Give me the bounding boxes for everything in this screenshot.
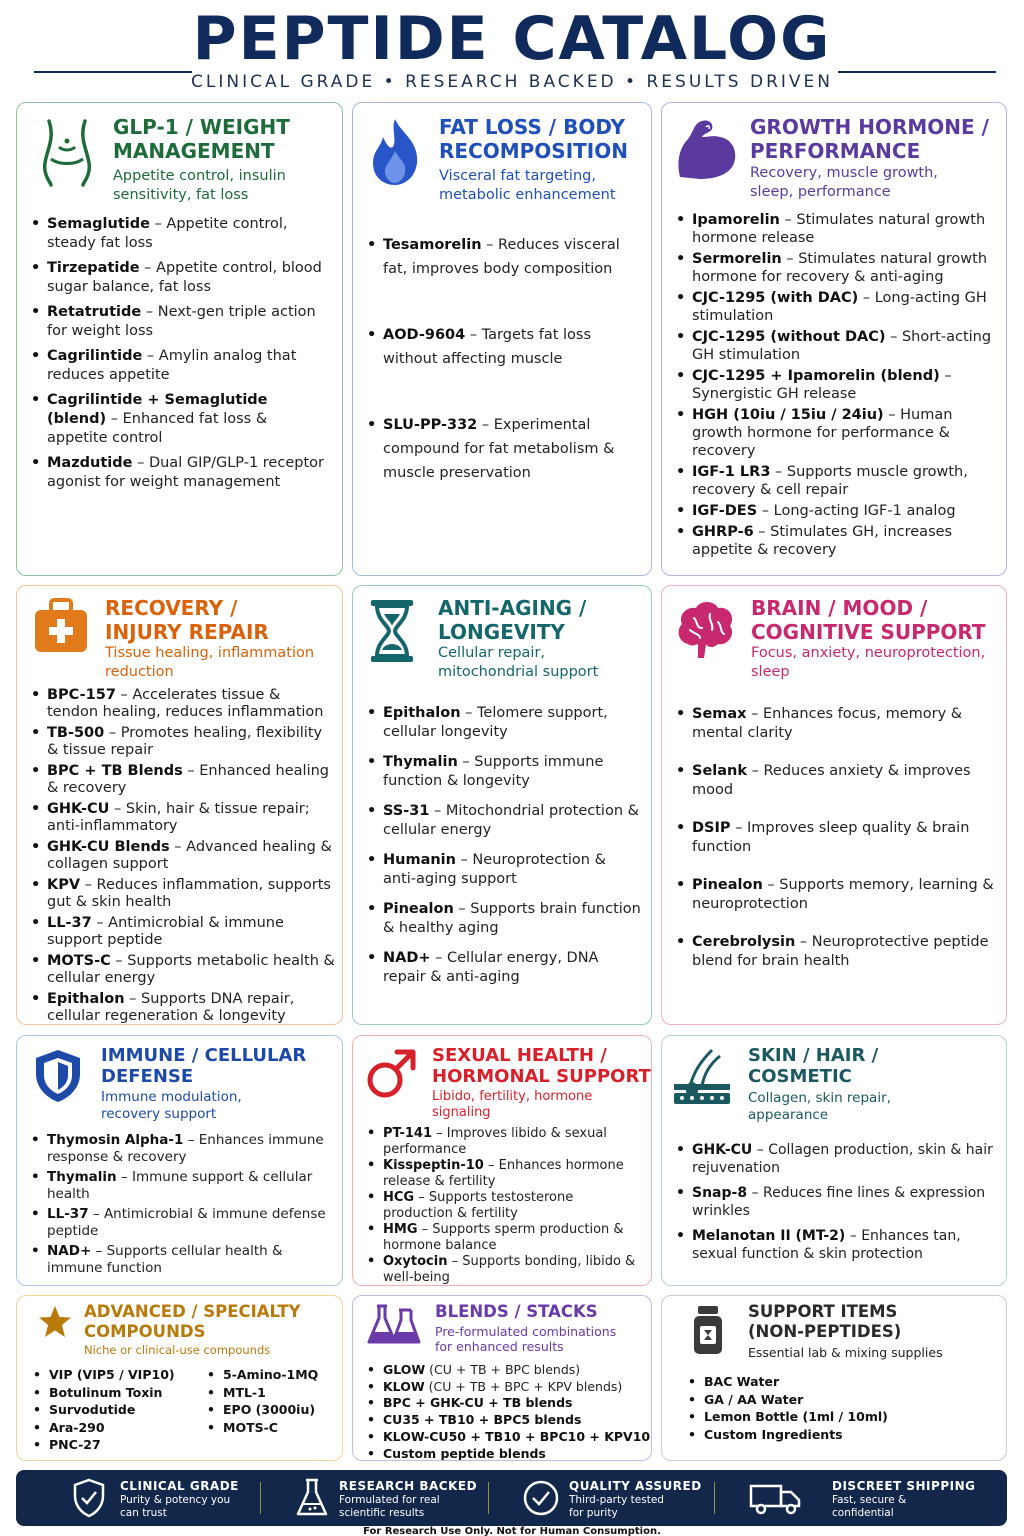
list-item	[676, 502, 1001, 520]
peptide-description: – Stimulates GH, increases appetite & recovery	[692, 524, 953, 558]
peptide-list	[676, 211, 1001, 559]
peptide-description: – Enhances tan, sexual function & skin protection	[692, 1228, 961, 1262]
card-subtitle: Tissue healing, inflammation reduction	[105, 645, 315, 680]
peptide-name: MOTS-C	[223, 1419, 278, 1435]
peptide-description: – Human growth hormone for performance & recovery	[692, 407, 953, 459]
list-item	[31, 1243, 336, 1276]
list-item	[676, 523, 1001, 559]
peptide-name: 5-Amino-1MQ	[223, 1367, 319, 1382]
disclaimer: For Research Use Only. Not for Human Consumption.	[363, 1526, 661, 1536]
category-card-growth-hormone	[661, 102, 1007, 576]
peptide-name: Cerebrolysin	[692, 934, 796, 950]
peptide-name: LL-37	[47, 1206, 89, 1222]
list-item	[31, 454, 331, 492]
peptide-list	[31, 687, 336, 1025]
list-item	[676, 250, 1001, 286]
list-item	[367, 704, 642, 742]
list-item	[31, 1206, 336, 1239]
category-card-brain	[661, 585, 1007, 1025]
list-item	[33, 1419, 193, 1437]
footer-desc: Formulated for real scientific results	[339, 1494, 440, 1519]
footer-item-research	[296, 1470, 496, 1526]
peptide-name: BPC + TB Blends	[47, 763, 183, 779]
peptide-name: Pinealon	[383, 901, 454, 917]
peptide-description: – Telomere support, cellular longevity	[383, 705, 608, 740]
peptide-description: – Supports brain function & healthy aging	[383, 901, 641, 936]
peptide-description: – Supports sperm production & hormone balance	[383, 1222, 624, 1253]
peptide-name: Selank	[692, 763, 747, 779]
list-item	[676, 463, 1001, 499]
list-item	[367, 233, 642, 281]
list-item	[676, 289, 1001, 325]
footer-title: QUALITY ASSURED	[569, 1479, 702, 1493]
male-symbol-icon	[363, 1046, 419, 1102]
list-item	[367, 851, 642, 889]
peptide-name: Ipamorelin	[692, 212, 780, 228]
peptide-description: – Stimulates natural growth hormone for recovery & anti-aging	[692, 251, 988, 285]
peptide-name: Retatrutide	[47, 304, 142, 320]
card-title: SEXUAL HEALTH / HORMONAL SUPPORT	[432, 1045, 651, 1087]
footer-title: DISCREET SHIPPING	[832, 1479, 976, 1493]
list-item	[676, 211, 1001, 247]
list-item	[688, 1392, 988, 1409]
list-item	[31, 303, 331, 341]
peptide-description: – Short-acting GH stimulation	[692, 329, 992, 363]
brain-icon	[674, 598, 736, 660]
peptide-name: EPO (3000iu)	[223, 1402, 316, 1417]
list-item	[367, 753, 642, 791]
list-item	[676, 876, 996, 914]
list-item	[367, 323, 642, 371]
card-title: ADVANCED / SPECIALTY COMPOUNDS	[84, 1302, 301, 1341]
list-item	[676, 328, 1001, 364]
peptide-description: – Long-acting IGF-1 analog	[757, 503, 956, 519]
list-item	[367, 949, 642, 987]
peptide-name: Cagrilintide + Semaglutide (blend)	[47, 392, 268, 427]
list-item	[367, 802, 642, 840]
category-card-immune	[16, 1035, 343, 1286]
waist-icon	[37, 119, 97, 187]
card-title: SKIN / HAIR / COSMETIC	[748, 1045, 879, 1087]
peptide-name: GHK-CU	[47, 801, 110, 817]
peptide-name: CJC-1295 (without DAC)	[692, 329, 886, 345]
list-item	[31, 801, 336, 835]
footer-divider	[488, 1482, 489, 1514]
card-title: SUPPORT ITEMS (NON-PEPTIDES)	[748, 1302, 902, 1341]
peptide-description: – Long-acting GH stimulation	[692, 290, 987, 324]
peptide-name: SLU-PP-332	[383, 417, 478, 433]
category-card-recovery	[16, 585, 343, 1025]
list-item	[31, 915, 336, 949]
peptide-name: PNC-27	[49, 1437, 101, 1452]
truck-icon	[749, 1482, 803, 1516]
list-item	[31, 347, 331, 385]
peptide-description: – Reduces anxiety & improves mood	[692, 763, 971, 798]
list-item	[688, 1427, 988, 1444]
flame-icon	[367, 117, 423, 187]
peptide-description: – Supports DNA repair, cellular regeneration & longevity	[47, 991, 295, 1024]
peptide-name: GA / AA Water	[704, 1391, 804, 1407]
list-item	[367, 1190, 647, 1221]
list-item	[207, 1384, 337, 1402]
peptide-name: Botulinum Toxin	[49, 1384, 163, 1400]
list-item	[31, 391, 331, 448]
peptide-name: CJC-1295 + Ipamorelin (blend)	[692, 368, 940, 384]
peptide-description: – Amylin analog that reduces appetite	[47, 348, 297, 383]
list-item	[676, 1184, 996, 1220]
peptide-name: VIP (VIP5 / VIP10)	[49, 1367, 175, 1382]
peptide-name: Ara-290	[49, 1419, 105, 1435]
list-item	[33, 1401, 193, 1419]
peptide-name: Humanin	[383, 852, 456, 868]
peptide-name: BPC + GHK-CU + TB blends	[383, 1395, 573, 1411]
peptide-name: Survodutide	[49, 1402, 136, 1417]
category-card-glp1	[16, 102, 343, 576]
peptide-name: Cagrilintide	[47, 348, 143, 364]
peptide-description: – Supports metabolic health & cellular energy	[47, 953, 335, 986]
list-item	[207, 1401, 337, 1419]
peptide-description: – Promotes healing, flexibility & tissue repair	[47, 725, 323, 758]
list-item	[31, 991, 336, 1025]
peptide-description: – Advanced healing & collagen support	[47, 839, 332, 872]
list-item	[688, 1374, 988, 1391]
peptide-name: Lemon Bottle (1ml / 10ml)	[704, 1409, 888, 1424]
card-subtitle: Focus, anxiety, neuroprotection, sleep	[751, 645, 986, 680]
peptide-list	[367, 1362, 652, 1461]
list-item	[367, 1362, 652, 1379]
hair-follicle-icon	[672, 1046, 732, 1106]
list-item	[367, 1395, 652, 1412]
footer-item-clinical	[72, 1470, 272, 1526]
card-title: BLENDS / STACKS	[435, 1302, 598, 1321]
page-title: PEPTIDE CATALOG	[192, 4, 832, 74]
peptide-description: – Reduces fine lines & expression wrinkles	[692, 1185, 986, 1219]
footer-item-shipping	[749, 1470, 979, 1526]
bottle-icon	[692, 1304, 724, 1356]
peptide-list-right	[207, 1366, 337, 1436]
peptide-name: Epithalon	[47, 991, 125, 1007]
peptide-name: AOD-9604	[383, 327, 466, 343]
list-item	[676, 367, 1001, 403]
category-card-skin	[661, 1035, 1007, 1286]
peptide-description: – Accelerates tissue & tendon healing, reduces inflammation	[47, 687, 324, 720]
footer-divider	[260, 1482, 261, 1514]
list-item	[31, 725, 336, 759]
category-card-blends	[352, 1295, 652, 1461]
first-aid-kit-icon	[33, 598, 89, 654]
peptide-description: – Supports cellular health & immune function	[47, 1243, 283, 1276]
peptide-name: GLOW	[383, 1362, 426, 1377]
peptide-name: Custom Ingredients	[704, 1426, 843, 1442]
list-item	[367, 1254, 647, 1285]
footer-desc: Fast, secure & confidential	[832, 1494, 907, 1519]
peptide-name: GHK-CU Blends	[47, 839, 170, 855]
footer-item-quality	[522, 1470, 722, 1526]
card-subtitle: Collagen, skin repair, appearance	[748, 1090, 891, 1123]
list-item	[367, 413, 642, 485]
peptide-description: – Supports muscle growth, recovery & cell repair	[692, 464, 968, 498]
peptide-name: LL-37	[47, 915, 92, 931]
peptide-name: NAD+	[383, 950, 431, 966]
peptide-description: – Enhanced healing & recovery	[47, 763, 329, 796]
peptide-name: GHRP-6	[692, 524, 754, 540]
peptide-name: KLOW-CU50 + TB10 + BPC10 + KPV10	[383, 1428, 651, 1444]
list-item	[688, 1409, 988, 1426]
peptide-description: – Targets fat loss without affecting muscle	[383, 327, 592, 367]
peptide-name: Semaglutide	[47, 216, 150, 232]
footer-desc: Purity & potency you can trust	[120, 1494, 231, 1519]
card-title: FAT LOSS / BODY RECOMPOSITION	[439, 115, 628, 163]
peptide-list-left	[33, 1366, 193, 1454]
peptide-name: KPV	[47, 877, 81, 893]
footer-title: RESEARCH BACKED	[339, 1479, 478, 1493]
peptide-description: – Skin, hair & tissue repair; anti-inflammatory	[47, 801, 310, 834]
peptide-name: Sermorelin	[692, 251, 782, 267]
peptide-description: – Collagen production, skin & hair rejuvenation	[692, 1142, 993, 1176]
list-item	[676, 406, 1001, 460]
catalog-header	[0, 0, 1024, 100]
peptide-list	[367, 233, 642, 485]
check-circle-icon	[522, 1479, 560, 1517]
list-item	[676, 1227, 996, 1263]
peptide-description: – Enhanced fat loss & appetite control	[47, 411, 268, 446]
page-subtitle: CLINICAL GRADE • RESEARCH BACKED • RESULTS DRIVEN	[191, 72, 833, 92]
peptide-name: SS-31	[383, 803, 430, 819]
peptide-description: – Enhances focus, memory & mental clarity	[692, 706, 963, 741]
peptide-description: – Reduces inflammation, supports gut & skin health	[47, 877, 331, 910]
shield-icon	[33, 1048, 83, 1104]
peptide-name: HGH (10iu / 15iu / 24iu)	[692, 407, 884, 423]
peptide-description: – Enhances hormone release & fertility	[383, 1158, 624, 1189]
peptide-name: HCG	[383, 1190, 415, 1205]
peptide-name: Epithalon	[383, 705, 461, 721]
peptide-name: Mazdutide	[47, 455, 133, 471]
peptide-description: – Improves sleep quality & brain function	[692, 820, 970, 855]
peptide-name: Melanotan II (MT-2)	[692, 1228, 846, 1244]
list-item	[31, 1132, 336, 1165]
card-title: GROWTH HORMONE / PERFORMANCE	[750, 115, 989, 163]
peptide-list	[31, 215, 331, 492]
footer-title: CLINICAL GRADE	[120, 1479, 239, 1493]
list-item	[31, 259, 331, 297]
peptide-name: DSIP	[692, 820, 731, 836]
card-subtitle: Niche or clinical-use compounds	[84, 1343, 271, 1357]
peptide-list	[676, 1141, 996, 1263]
category-card-anti-aging	[352, 585, 652, 1025]
peptide-name: MOTS-C	[47, 953, 111, 969]
card-subtitle: Pre-formulated combinations for enhanced results	[435, 1324, 617, 1354]
list-item	[367, 1446, 652, 1461]
peptide-name: Custom peptide blends	[383, 1445, 546, 1461]
list-item	[33, 1384, 193, 1402]
peptide-name: NAD+	[47, 1243, 92, 1259]
card-subtitle: Immune modulation, recovery support	[101, 1089, 242, 1122]
card-title: IMMUNE / CELLULAR DEFENSE	[101, 1045, 307, 1087]
peptide-description: – Synergistic GH release	[692, 368, 952, 402]
peptide-name: Kisspeptin-10	[383, 1158, 484, 1173]
peptide-name: Semax	[692, 706, 747, 722]
peptide-description: – Supports immune function & longevity	[383, 754, 604, 789]
card-subtitle: Recovery, muscle growth, sleep, performance	[750, 165, 938, 200]
peptide-list	[676, 705, 996, 971]
card-subtitle: Cellular repair, mitochondrial support	[438, 645, 599, 680]
peptide-name: Pinealon	[692, 877, 763, 893]
list-item	[31, 215, 331, 253]
peptide-description: – Enhances immune response & recovery	[47, 1132, 324, 1165]
category-card-fat-loss	[352, 102, 652, 576]
peptide-description: – Stimulates natural growth hormone release	[692, 212, 986, 246]
peptide-name: Oxytocin	[383, 1254, 448, 1269]
peptide-description: – Cellular energy, DNA repair & anti-aging	[383, 950, 599, 985]
card-title: RECOVERY / INJURY REPAIR	[105, 596, 269, 644]
category-card-advanced	[16, 1295, 343, 1461]
peptide-description: – Mitochondrial protection & cellular energy	[383, 803, 639, 838]
list-item	[31, 839, 336, 873]
peptide-name: Tesamorelin	[383, 237, 482, 253]
peptide-name: Snap-8	[692, 1185, 748, 1201]
category-card-sexual-health	[352, 1035, 652, 1286]
list-item	[367, 1429, 652, 1446]
list-item	[207, 1366, 337, 1384]
peptide-description: – Improves libido & sexual performance	[383, 1126, 607, 1157]
peptide-name: Thymalin	[47, 1169, 117, 1185]
peptide-description: – Appetite control, steady fat loss	[47, 216, 288, 251]
peptide-description: – Supports bonding, libido & well-being	[383, 1254, 636, 1285]
card-subtitle: Libido, fertility, hormone signaling	[432, 1089, 593, 1120]
peptide-list	[31, 1132, 336, 1276]
peptide-description: (CU + TB + BPC blends)	[425, 1362, 581, 1377]
peptide-list	[688, 1374, 988, 1443]
list-item	[676, 933, 996, 971]
category-card-support-items	[661, 1295, 1007, 1461]
peptide-name: IGF-DES	[692, 503, 758, 519]
list-item	[367, 1222, 647, 1253]
peptide-description: – Immune support & cellular health	[47, 1169, 313, 1202]
card-subtitle: Essential lab & mixing supplies	[748, 1345, 943, 1360]
list-item	[676, 819, 996, 857]
peptide-name: BAC Water	[704, 1374, 780, 1389]
peptide-name: TB-500	[47, 725, 105, 741]
peptide-name: IGF-1 LR3	[692, 464, 771, 480]
list-item	[31, 953, 336, 987]
list-item	[33, 1436, 193, 1454]
peptide-name: CJC-1295 (with DAC)	[692, 290, 859, 306]
peptide-description: – Neuroprotection & anti-aging support	[383, 852, 606, 887]
flasks-icon	[367, 1304, 421, 1346]
peptide-description: – Antimicrobial & immune defense peptide	[47, 1206, 326, 1239]
peptide-name: HMG	[383, 1222, 418, 1237]
list-item	[33, 1366, 193, 1384]
peptide-name: CU35 + TB10 + BPC5 blends	[383, 1412, 582, 1428]
peptide-name: BPC-157	[47, 687, 116, 703]
peptide-name: GHK-CU	[692, 1142, 753, 1158]
list-item	[31, 687, 336, 721]
list-item	[367, 1379, 652, 1396]
peptide-description: – Appetite control, blood sugar balance, fat loss	[47, 260, 322, 295]
list-item	[676, 705, 996, 743]
peptide-description: – Supports testosterone production & fertility	[383, 1190, 574, 1221]
list-item	[367, 1126, 647, 1157]
list-item	[207, 1419, 337, 1437]
list-item	[31, 1169, 336, 1202]
card-title: ANTI-AGING / LONGEVITY	[438, 596, 587, 644]
peptide-name: MTL-1	[223, 1384, 266, 1400]
footer-desc: Third-party tested for purity	[569, 1494, 664, 1519]
peptide-list	[367, 1126, 647, 1285]
peptide-description: – Antimicrobial & immune support peptide	[47, 915, 284, 948]
list-item	[367, 1412, 652, 1429]
beaker-icon	[296, 1478, 328, 1518]
list-item	[367, 900, 642, 938]
peptide-name: Thymosin Alpha-1	[47, 1132, 184, 1148]
peptide-description: – Neuroprotective peptide blend for brain health	[692, 934, 989, 969]
peptide-description: – Dual GIP/GLP-1 receptor agonist for weight management	[47, 455, 324, 490]
card-title: BRAIN / MOOD / COGNITIVE SUPPORT	[751, 596, 986, 644]
peptide-description: – Next-gen triple action for weight loss	[47, 304, 316, 339]
peptide-name: Thymalin	[383, 754, 458, 770]
card-title: GLP-1 / WEIGHT MANAGEMENT	[113, 115, 290, 163]
flexed-arm-icon	[674, 117, 740, 181]
list-item	[676, 762, 996, 800]
hourglass-icon	[369, 598, 415, 664]
peptide-name: Tirzepatide	[47, 260, 140, 276]
star-icon	[37, 1304, 73, 1340]
list-item	[31, 877, 336, 911]
peptide-description: – Reduces visceral fat, improves body composition	[383, 237, 620, 277]
peptide-name: KLOW	[383, 1378, 425, 1394]
list-item	[367, 1158, 647, 1189]
footer-divider	[714, 1482, 715, 1514]
peptide-description: – Experimental compound for fat metabolism & muscle preservation	[383, 417, 615, 481]
peptide-description: (CU + TB + BPC + KPV blends)	[424, 1378, 623, 1394]
shield-check-icon	[72, 1478, 106, 1518]
card-subtitle: Appetite control, insulin sensitivity, fat loss	[113, 168, 286, 203]
card-subtitle: Visceral fat targeting, metabolic enhancement	[439, 168, 616, 203]
list-item	[31, 763, 336, 797]
peptide-name: PT-141	[383, 1126, 433, 1141]
peptide-list	[367, 704, 642, 987]
list-item	[676, 1141, 996, 1177]
trust-footer	[16, 1470, 1007, 1526]
peptide-description: – Supports memory, learning & neuroprotection	[692, 877, 994, 912]
